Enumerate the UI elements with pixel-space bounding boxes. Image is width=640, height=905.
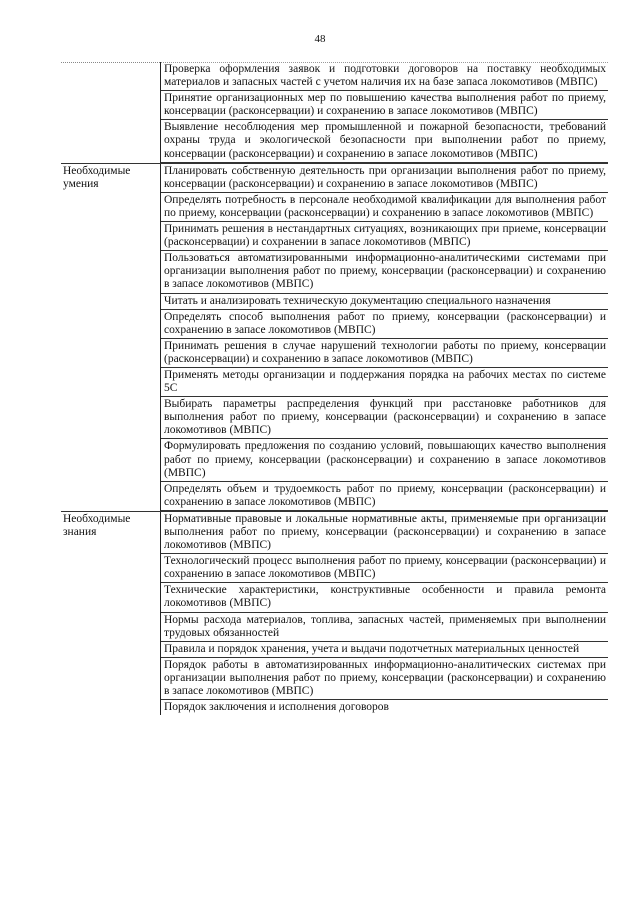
table-row: Определять объем и трудоемкость работ по приему, консервации (расконсервации) и сохранению в запасе локомотивов (МВПС)	[161, 482, 608, 511]
requirements-table	[61, 62, 608, 715]
table-row: Выявление несоблюдения мер промышленной и пожарной безопасности, требований охраны труда и экологической безопасности при выполнении работ по приему, консервации (расконсервации) и сохранению в запасе локомотивов (МВПС)	[161, 120, 608, 162]
table-section-knowledge	[61, 511, 608, 715]
table-row: Применять методы организации и поддержания порядка на рабочих местах по системе 5С	[161, 368, 608, 397]
table-row: Технологический процесс выполнения работ по приему, консервации (расконсервации) и сохранению в запасе локомотивов (МВПС)	[161, 554, 608, 583]
table-row: Правила и порядок хранения, учета и выдачи подотчетных материальных ценностей	[161, 642, 608, 658]
section-label	[61, 62, 160, 163]
table-row: Пользоваться автоматизированными информационно-аналитическими системами при организации выполнения работ по приему, консервации (расконсервации) и сохранению в запасе локомотивов (МВПС)	[161, 251, 608, 293]
section-label: Необходимые умения	[63, 164, 131, 190]
table-row: Порядок заключения и исполнения договоров	[164, 701, 389, 714]
section-items	[160, 62, 608, 163]
page-number: 48	[314, 33, 326, 45]
table-row: Планировать собственную деятельность при организации выполнения работ по приему, консервации (расконсервации) и сохранению в запасе локомотивов (МВПС)	[161, 164, 608, 193]
table-row: Нормативные правовые и локальные нормативные акты, применяемые при организации выполнения работ по приему, консервации (расконсервации) и сохранению в запасе локомотивов (МВПС)	[161, 512, 608, 554]
table-row: Формулировать предложения по созданию условий, повышающих качество выполнения работ по приему, консервации (расконсервации) и сохранению в запасе локомотивов (МВПС)	[161, 439, 608, 481]
table-row: Определять потребность в персонале необходимой квалификации для выполнения работ по приему, консервации (расконсервации) и сохранению в запасе локомотивов (МВПС)	[161, 193, 608, 222]
table-section-actions	[61, 62, 608, 163]
table-row: Принимать решения в нестандартных ситуациях, возникающих при приеме, консервации (расконсервации) и сохранении в запасе локомотивов (МВПС)	[161, 222, 608, 251]
table-row: Принятие организационных мер по повышению качества выполнения работ по приему, консервации (расконсервации) и сохранению в запасе локомотивов (МВПС)	[161, 91, 608, 120]
table-row: Проверка оформления заявок и подготовки договоров на поставку необходимых материалов и запасных частей с учетом наличия их на базе запаса локомотивов (МВПС)	[161, 62, 608, 91]
table-row: Нормы расхода материалов, топлива, запасных частей, применяемых при выполнении трудовых обязанностей	[161, 613, 608, 642]
table-section-skills	[61, 163, 608, 511]
section-label: Необходимые знания	[63, 512, 131, 538]
table-row: Определять способ выполнения работ по приему, консервации (расконсервации) и сохранению в запасе локомотивов (МВПС)	[161, 310, 608, 339]
section-items	[160, 512, 608, 715]
section-items	[160, 164, 608, 511]
table-row: Порядок работы в автоматизированных информационно-аналитических системах при организации выполнения работ по приему, консервации (расконсервации) и сохранению в запасе локомотивов (МВПС)	[161, 658, 608, 700]
table-row: Читать и анализировать техническую документацию специального назначения	[161, 294, 608, 310]
table-row: Выбирать параметры распределения функций при расстановке работников для выполнения работ по приему, консервации (расконсервации) и сохранению в запасе локомотивов (МВПС)	[161, 397, 608, 439]
table-row: Принимать решения в случае нарушений технологии работы по приему, консервации (расконсервации) и сохранению в запасе локомотивов (МВПС)	[161, 339, 608, 368]
table-row: Технические характеристики, конструктивные особенности и правила ремонта локомотивов (МВПС)	[161, 583, 608, 612]
